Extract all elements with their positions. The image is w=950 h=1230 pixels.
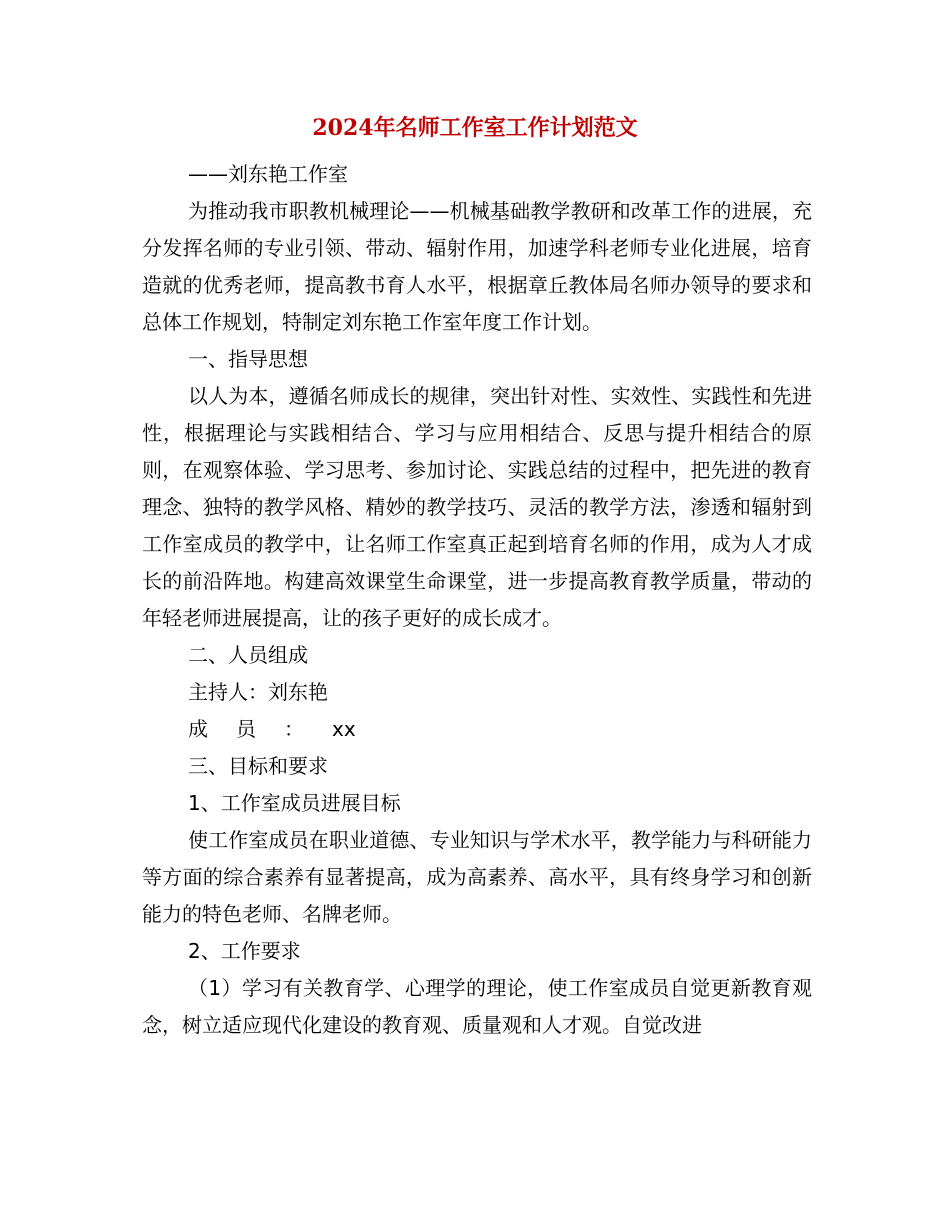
members-line [142, 711, 812, 748]
members-value: xx [332, 717, 356, 741]
document-title: 2024年名师工作室工作计划范文 [312, 115, 638, 141]
intro-paragraph: 为推动我市职教机械理论——机械基础教学教研和改革工作的进展，充分发挥名师的专业引领、带动、辐射作用，加速学科老师专业化进展，培育造就的优秀老师，提高教书育人水平，根据章丘教体局名师办领导的要求和总体工作规划，特制定刘东艳工作室年度工作计划。 [142, 199, 812, 334]
subsection-2-heading: 2、工作要求 [188, 939, 301, 963]
subtitle: ——刘东艳工作室 [188, 162, 348, 186]
section-1-heading: 一、指导思想 [188, 347, 308, 371]
members-label: 成员： [188, 717, 332, 741]
host-line: 主持人：刘东艳 [188, 680, 328, 704]
section-1-paragraph: 以人为本，遵循名师成长的规律，突出针对性、实效性、实践性和先进性，根据理论与实践相结合、学习与应用相结合、反思与提升相结合的原则，在观察体验、学习思考、参加讨论、实践总结的过程中，把先进的教育理念、独特的教学风格、精妙的教学技巧、灵活的教学方法，渗透和辐射到工作室成员的教学中，让名师工作室真正起到培育名师的作用，成为人才成长的前沿阵地。构建高效课堂生命课堂，进一步提高教育教学质量，带动的年轻老师进展提高，让的孩子更好的成长成才。 [142, 384, 812, 630]
section-2-heading: 二、人员组成 [188, 643, 308, 667]
document-body [142, 156, 812, 1044]
subsection-1-heading: 1、工作室成员进展目标 [188, 791, 401, 815]
subsection-1-paragraph: 使工作室成员在职业道德、专业知识与学术水平，教学能力与科研能力等方面的综合素养有显著提高，成为高素养、高水平，具有终身学习和创新能力的特色老师、名牌老师。 [142, 828, 812, 926]
section-3-heading: 三、目标和要求 [188, 754, 328, 778]
subsection-2-item-1: （1）学习有关教育学、心理学的理论，使工作室成员自觉更新教育观念，树立适应现代化建设的教育观、质量观和人才观。自觉改进 [142, 976, 812, 1037]
